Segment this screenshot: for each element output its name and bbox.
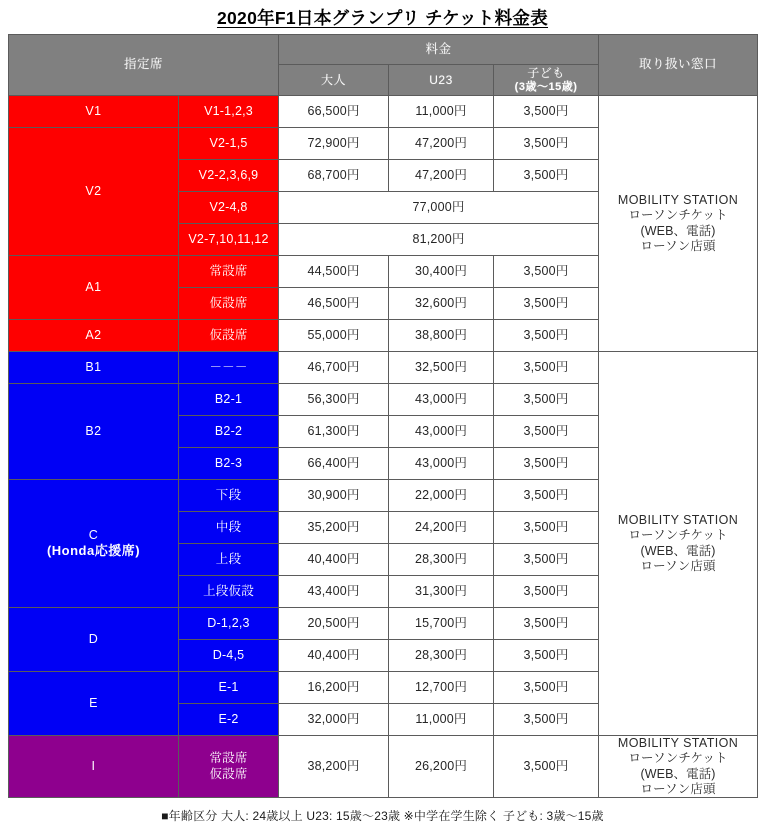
price-cell-child: 3,500円 xyxy=(494,352,599,384)
price-cell-u23: 24,200円 xyxy=(389,512,494,544)
outlet-line3: (WEB、電話) xyxy=(640,223,716,238)
price-cell-u23: 43,000円 xyxy=(389,384,494,416)
price-cell-child: 3,500円 xyxy=(494,160,599,192)
section-label: C xyxy=(88,527,99,542)
ticket-price-table xyxy=(8,34,758,798)
price-cell-u23: 11,000円 xyxy=(389,704,494,736)
price-cell-all-ages: 81,200円 xyxy=(279,224,599,256)
subsection-cell xyxy=(179,192,279,224)
subsection-cell xyxy=(179,352,279,384)
price-cell-child: 3,500円 xyxy=(494,448,599,480)
header-u23: U23 xyxy=(389,65,494,96)
subsection-label: V2-2,3,6,9 xyxy=(198,167,259,182)
price-cell-child: 3,500円 xyxy=(494,736,599,798)
price-cell-child: 3,500円 xyxy=(494,576,599,608)
price-cell-child: 3,500円 xyxy=(494,704,599,736)
section-label: A2 xyxy=(85,327,102,342)
price-cell-u23: 28,300円 xyxy=(389,640,494,672)
table-row xyxy=(9,736,758,798)
section-cell-i xyxy=(9,736,179,798)
price-cell-adult: 56,300円 xyxy=(279,384,389,416)
header-child xyxy=(494,65,599,96)
price-cell-u23: 12,700円 xyxy=(389,672,494,704)
section-sublabel: (Honda応援席) xyxy=(46,543,141,559)
price-cell-child: 3,500円 xyxy=(494,128,599,160)
price-cell-adult: 40,400円 xyxy=(279,544,389,576)
subsection-cell xyxy=(179,672,279,704)
subsection-label: 下段 xyxy=(215,487,242,502)
header-fee-group: 料金 xyxy=(279,35,599,65)
outlet-line1: MOBILITY STATION xyxy=(617,193,739,207)
header-seat: 指定席 xyxy=(9,35,279,96)
header-outlet: 取り扱い窓口 xyxy=(599,35,758,96)
section-label: V2 xyxy=(85,183,102,198)
subsection-cell xyxy=(179,576,279,608)
outlet-line2: ローソンチケット xyxy=(628,528,728,543)
price-cell-child: 3,500円 xyxy=(494,512,599,544)
outlet-line4: ローソン店頭 xyxy=(640,558,716,573)
subsection-label: 常設席 xyxy=(209,263,248,278)
subsection-cell xyxy=(179,608,279,640)
price-cell-adult: 43,400円 xyxy=(279,576,389,608)
price-cell-u23: 11,000円 xyxy=(389,96,494,128)
price-cell-child: 3,500円 xyxy=(494,288,599,320)
price-cell-adult: 30,900円 xyxy=(279,480,389,512)
subsection-cell xyxy=(179,736,279,798)
price-cell-child: 3,500円 xyxy=(494,608,599,640)
section-cell-b2 xyxy=(9,384,179,480)
price-cell-u23: 15,700円 xyxy=(389,608,494,640)
price-cell-adult: 35,200円 xyxy=(279,512,389,544)
price-cell-adult: 55,000円 xyxy=(279,320,389,352)
subsection-label: 上段 xyxy=(215,551,242,566)
subsection-cell xyxy=(179,128,279,160)
price-cell-child: 3,500円 xyxy=(494,480,599,512)
section-label: I xyxy=(91,758,96,773)
price-cell-child: 3,500円 xyxy=(494,320,599,352)
subsection-cell xyxy=(179,512,279,544)
price-cell-u23: 26,200円 xyxy=(389,736,494,798)
price-cell-u23: 30,400円 xyxy=(389,256,494,288)
section-label: B2 xyxy=(85,423,102,438)
page-title: 2020年F1日本グランプリ チケット料金表 xyxy=(216,7,549,28)
subsection-label: D-1,2,3 xyxy=(207,615,250,630)
table-row xyxy=(9,96,758,128)
table-body xyxy=(9,96,758,798)
subsection-label: E-2 xyxy=(218,711,239,726)
section-cell-v2 xyxy=(9,128,179,256)
outlet-cell-0 xyxy=(599,96,758,352)
page-title-wrap xyxy=(8,0,757,34)
outlet-cell-8 xyxy=(599,352,758,736)
price-cell-u23: 47,200円 xyxy=(389,128,494,160)
section-label: E xyxy=(89,695,98,710)
section-cell-e xyxy=(9,672,179,736)
section-cell-v1 xyxy=(9,96,179,128)
subsection-cell xyxy=(179,416,279,448)
price-cell-u23: 43,000円 xyxy=(389,416,494,448)
subsection-cell xyxy=(179,288,279,320)
price-cell-adult: 20,500円 xyxy=(279,608,389,640)
subsection-cell xyxy=(179,640,279,672)
subsection-cell xyxy=(179,704,279,736)
price-cell-u23: 38,800円 xyxy=(389,320,494,352)
outlet-line3: (WEB、電話) xyxy=(640,543,716,558)
subsection-cell xyxy=(179,544,279,576)
table-row xyxy=(9,352,758,384)
price-cell-u23: 32,500円 xyxy=(389,352,494,384)
subsection-cell xyxy=(179,384,279,416)
subsection-cell xyxy=(179,224,279,256)
price-cell-u23: 43,000円 xyxy=(389,448,494,480)
price-cell-child: 3,500円 xyxy=(494,384,599,416)
price-cell-child: 3,500円 xyxy=(494,544,599,576)
price-cell-all-ages: 77,000円 xyxy=(279,192,599,224)
subsection-label: 常設席 xyxy=(209,751,248,766)
section-label: D xyxy=(88,631,99,646)
table-head xyxy=(9,35,758,96)
price-cell-child: 3,500円 xyxy=(494,256,599,288)
subsection-cell xyxy=(179,448,279,480)
price-cell-u23: 22,000円 xyxy=(389,480,494,512)
price-cell-adult: 44,500円 xyxy=(279,256,389,288)
subsection-cell xyxy=(179,96,279,128)
subsection-label: V2-1,5 xyxy=(209,135,248,150)
subsection-cell xyxy=(179,480,279,512)
subsection-cell xyxy=(179,320,279,352)
section-label: A1 xyxy=(85,279,102,294)
outlet-line1: MOBILITY STATION xyxy=(617,736,739,750)
section-label: B1 xyxy=(85,359,102,374)
section-cell-d xyxy=(9,608,179,672)
section-cell-a2 xyxy=(9,320,179,352)
section-cell-b1 xyxy=(9,352,179,384)
price-cell-adult: 16,200円 xyxy=(279,672,389,704)
subsection-label: B2-3 xyxy=(214,455,243,470)
header-adult: 大人 xyxy=(279,65,389,96)
subsection-label: 上段仮設 xyxy=(203,583,254,598)
outlet-line3: (WEB、電話) xyxy=(640,766,716,781)
price-cell-child: 3,500円 xyxy=(494,640,599,672)
price-cell-adult: 68,700円 xyxy=(279,160,389,192)
age-category-footnote: ■年齢区分 大人: 24歳以上 U23: 15歳〜23歳 ※中学在学生除く 子ども: 3歳〜15歳 xyxy=(161,809,604,823)
price-cell-u23: 32,600円 xyxy=(389,288,494,320)
price-cell-adult: 66,400円 xyxy=(279,448,389,480)
subsection-label: D-4,5 xyxy=(212,647,245,662)
subsection-label: E-1 xyxy=(218,679,239,694)
outlet-cell-20 xyxy=(599,736,758,798)
outlet-line2: ローソンチケット xyxy=(628,208,728,223)
price-cell-adult: 66,500円 xyxy=(279,96,389,128)
price-cell-child: 3,500円 xyxy=(494,416,599,448)
subsection-label: V1-1,2,3 xyxy=(204,103,253,118)
subsection-label: B2-2 xyxy=(214,423,243,438)
outlet-line4: ローソン店頭 xyxy=(640,781,716,796)
price-cell-u23: 47,200円 xyxy=(389,160,494,192)
subsection-label: －－－ xyxy=(209,359,248,374)
subsection-label: B2-1 xyxy=(214,391,243,406)
price-cell-child: 3,500円 xyxy=(494,96,599,128)
subsection-label: 仮設席 xyxy=(209,295,248,310)
price-cell-adult: 38,200円 xyxy=(279,736,389,798)
header-row-top xyxy=(9,35,758,65)
price-cell-adult: 72,900円 xyxy=(279,128,389,160)
subsection-cell xyxy=(179,256,279,288)
price-cell-adult: 32,000円 xyxy=(279,704,389,736)
price-cell-u23: 28,300円 xyxy=(389,544,494,576)
subsection-label: V2-4,8 xyxy=(209,199,248,214)
subsection-label: V2-7,10,11,12 xyxy=(188,231,269,246)
section-cell-c xyxy=(9,480,179,608)
outlet-line1: MOBILITY STATION xyxy=(617,513,739,527)
section-cell-a1 xyxy=(9,256,179,320)
outlet-line4: ローソン店頭 xyxy=(640,238,716,253)
header-child-label: 子ども xyxy=(527,65,565,80)
subsection-label: 仮設席 xyxy=(209,327,248,342)
price-cell-adult: 46,500円 xyxy=(279,288,389,320)
subsection-label: 仮設席 xyxy=(209,766,248,781)
price-cell-u23: 31,300円 xyxy=(389,576,494,608)
subsection-cell xyxy=(179,160,279,192)
price-cell-adult: 40,400円 xyxy=(279,640,389,672)
section-label: V1 xyxy=(85,103,102,118)
price-cell-adult: 61,300円 xyxy=(279,416,389,448)
price-cell-adult: 46,700円 xyxy=(279,352,389,384)
header-child-age-note: (3歳〜15歳) xyxy=(514,80,578,93)
price-cell-child: 3,500円 xyxy=(494,672,599,704)
subsection-label: 中段 xyxy=(215,519,242,534)
outlet-line2: ローソンチケット xyxy=(628,751,728,766)
